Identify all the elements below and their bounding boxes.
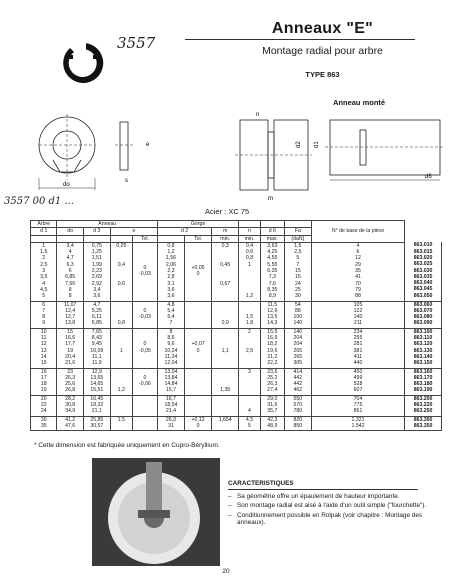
col-do: do (57, 228, 83, 235)
cell-e-tol: 0 -0,05 (132, 328, 157, 368)
cell-d2: 0,8 1,2 1,56 2,06 2,3 2,8 3,1 3,6 3,6 (157, 242, 184, 301)
cell-d2: 16,7 18,54 21,4 (157, 395, 184, 416)
cell-m: 0,3 0,45 0,67 (212, 242, 239, 301)
ring-front-view (39, 114, 95, 190)
cell-m: 1,35 (212, 368, 239, 395)
cell-do: 3,4 4 4,7 6,3 6 6,85 7,56 8 8 (57, 242, 83, 301)
feature-item: – Conditionnement possible en Rolpak (voir chapitre : Montage des anneaux). (237, 512, 428, 527)
cell-e: 1 (110, 328, 132, 368)
col-fa1: Fa (284, 228, 311, 235)
cell-fa2: 105 122 140 211 (311, 301, 404, 328)
cell-n: 3 (239, 368, 261, 395)
col-group-arbre: Arbre (31, 221, 57, 228)
footnote: * Cette dimension est fabriquée uniquement en Cupro-Béryllium. (34, 442, 220, 449)
cell-do: 41,2 47,6 (57, 416, 83, 431)
col-m-min: min. (212, 235, 239, 242)
cell-d6: 15,5 16,9 18,2 19,6 21,2 22,2 (260, 328, 284, 368)
cell-fa2: 4 6 12 29 35 41 70 79 88 (311, 242, 404, 301)
col-n: n (239, 228, 261, 235)
cell-d3: 4,7 5,25 6,11 6,85 (83, 301, 110, 328)
col-d3-sub (83, 235, 110, 242)
cell-fa1: 414 442 442 462 (284, 368, 311, 395)
dim-d6-label: d6 (425, 174, 432, 180)
col-d1-sub (31, 235, 57, 242)
page-title: Anneaux "E" (271, 20, 374, 37)
cell-d3: 0,75 1,25 1,51 1,99 2,23 2,69 2,92 3,4 3,6 (83, 242, 110, 301)
cell-m: 1,654 (212, 416, 239, 431)
features-list (228, 493, 428, 527)
features-title: CARACTERISTIQUES (228, 480, 418, 490)
dim-m-label: m (268, 196, 273, 202)
cell-d2-tol: +0,07 0 (184, 328, 211, 368)
cell-d6: 23,6 25,2 26,3 27,4 (260, 368, 284, 395)
cell-do: 15 16,6 17,7 19 20,4 21,6 (57, 328, 83, 368)
dim-do-label: do (63, 182, 70, 188)
col-n-min: min. (239, 235, 261, 242)
col-d2-sub (157, 235, 184, 242)
col-e-sub (110, 235, 132, 242)
cell-d1: 20 22 24 (31, 395, 57, 416)
cell-n: 4 (239, 395, 261, 416)
col-d1: d 1 (31, 228, 57, 235)
cell-n: 0,4 0,6 0,8 1 1,2 (239, 242, 261, 301)
cell-d1: 16 17 18 19 (31, 368, 57, 395)
cell-n: 4,5 5 (239, 416, 261, 431)
cell-fa1: 550 570 780 (284, 395, 311, 416)
ring-photo (92, 458, 220, 566)
table-row (31, 328, 442, 368)
table-row (31, 301, 442, 328)
cell-ref: 863.200 863.220 863.250 (405, 395, 442, 416)
col-group-anneau: Anneau (57, 221, 157, 228)
cell-fa2: 1.321 1.542 (311, 416, 404, 431)
page-subtitle: Montage radial pour arbre (262, 45, 383, 57)
cell-d3: 16,45 18,32 21,1 (83, 395, 110, 416)
cell-d2-tol: +0,12 0 (184, 416, 211, 431)
col-e-tol: Tol. (132, 235, 157, 242)
mounted-ring-drawing (325, 120, 445, 180)
cell-d2-tol (184, 301, 211, 328)
cell-e: 0,8 (110, 301, 132, 328)
handwritten-code: 3557 (117, 34, 156, 52)
handwritten-note: 3557 00 d1 ... (4, 196, 75, 207)
cell-d2-tol (184, 395, 211, 416)
cell-fa1: 140 204 204 265 265 305 (284, 328, 311, 368)
cell-d1: 30 35 (31, 416, 57, 431)
cell-d6: 29,0 31,6 35,7 (260, 395, 284, 416)
table-row (31, 416, 442, 431)
cell-m: 1,1 (212, 328, 239, 368)
col-blank-fa2 (284, 221, 311, 228)
dim-d1-label: d1 (314, 141, 320, 148)
feature-item: – Son montage radial est aisé à l'aide d'un outil simple ("fourchette"). (237, 502, 428, 510)
cell-d1: 6 7 8 9 (31, 301, 57, 328)
table-row (31, 395, 442, 416)
table-row (31, 368, 442, 395)
cell-d6: 3,63 4,25 4,55 5,55 6,35 7,3 7,6 8,35 8,9 (260, 242, 284, 301)
dim-d2-label: d2 (296, 141, 302, 148)
cell-do: 28,2 30,8 34,9 (57, 395, 83, 416)
material-label: Acier : XC 75 (205, 207, 250, 216)
cell-e-tol: 0 -0,03 (132, 242, 157, 301)
col-d3: d 3 (83, 228, 110, 235)
cell-e-tol (132, 416, 157, 431)
col-e: e (110, 228, 157, 235)
cell-e: 0,25 0,4 0,6 (110, 242, 132, 301)
cell-d2-tol: +0,05 0 (184, 242, 211, 301)
table-row (31, 242, 442, 301)
col-blank-d6 (239, 221, 261, 228)
cell-d6: 42,3 48,9 (260, 416, 284, 431)
cell-ref: 863.060 863.070 863.080 863.090 (405, 301, 442, 328)
mounted-ring-label: Anneau monté (333, 98, 386, 107)
groove-drawing (235, 120, 312, 190)
cell-e: 1,5 (110, 416, 132, 431)
col-d2: d 2 (157, 228, 211, 235)
dim-s-label: s (125, 178, 128, 184)
title-rule (185, 39, 415, 40)
col-m: m (212, 228, 239, 235)
cell-n: 1,5 1,8 (239, 301, 261, 328)
cell-fa2: 450 499 528 607 (311, 368, 404, 395)
cell-m (212, 395, 239, 416)
table-body (31, 242, 442, 430)
cell-ref: 863.300 863.350 (405, 416, 442, 431)
dim-n-label: n (256, 112, 260, 118)
col-d2-tol: Tol. (184, 235, 211, 242)
cell-d2: 13,04 13,84 14,84 15,7 (157, 368, 184, 395)
cell-do: 11,07 12,4 12,7 13,8 (57, 301, 83, 328)
ring-side-view (115, 122, 135, 170)
cell-d3: 7,65 8,43 9,45 10,09 11,1 11,9 (83, 328, 110, 368)
col-d6: d 6 (260, 228, 284, 235)
col-blank-fa1 (260, 221, 284, 228)
cell-ref: 863.010 863.015 863.020 863.025 863.030 863.035 863.040 863.045 863.050 (405, 242, 442, 301)
feature-item: – Sa géométrie offre un épaulement de hauteur importante. (237, 493, 428, 501)
dim-e-label: e (146, 142, 150, 148)
cell-e-tol: 0 -0,06 (132, 368, 157, 395)
col-ref: N° de base de la pièce (311, 221, 404, 243)
cell-n: 2 2,5 (239, 328, 261, 368)
cell-fa2: 704 775 861 (311, 395, 404, 416)
cell-m: 0,9 (212, 301, 239, 328)
cell-e-tol (132, 395, 157, 416)
cell-fa1: 820 850 (284, 416, 311, 431)
cell-d3: 25,85 30,57 (83, 416, 110, 431)
cell-ref: 863.160 863.170 863.180 863.190 (405, 368, 442, 395)
page-number: 20 (222, 568, 230, 575)
product-type: TYPE 863 (305, 70, 340, 79)
cell-fa2: 234 255 281 381 411 440 (311, 328, 404, 368)
e-ring-logo-icon (60, 40, 106, 86)
cell-d1: 10 11 12 13 14 15 (31, 328, 57, 368)
cell-e-tol: 0 -0,03 (132, 301, 157, 328)
cell-d2: 8 8,6 9,6 10,24 11,24 12,04 (157, 328, 184, 368)
cell-fa1: 1,5 2,5 5 7 15 15 24 25 30 (284, 242, 311, 301)
cell-d2-tol (184, 368, 211, 395)
cell-do: 23 26,3 25,6 26,8 (57, 368, 83, 395)
col-do-sub (57, 235, 83, 242)
technical-drawings (0, 100, 452, 210)
col-group-gorge: Gorge (157, 221, 238, 228)
dimensions-table (30, 220, 442, 431)
cell-ref: 863.100 863.110 863.120 863.130 863.140 863.150 (405, 328, 442, 368)
cell-e: 1,2 (110, 368, 132, 395)
cell-e (110, 395, 132, 416)
cell-d2: 4,8 5,4 5,4 7 (157, 301, 184, 328)
cell-d1: 1 1,5 2 2,5 3 3,5 4 4,5 5 (31, 242, 57, 301)
col-fa1-unit: (daN) (284, 235, 311, 242)
cell-d2: 26,3 31 (157, 416, 184, 431)
features-box (228, 480, 428, 529)
cell-d3: 12,9 13,65 14,65 15,51 (83, 368, 110, 395)
col-d6-max: max. (260, 235, 284, 242)
cell-fa1: 54 88 100 140 (284, 301, 311, 328)
cell-d6: 11,5 12,6 13,5 14,3 (260, 301, 284, 328)
